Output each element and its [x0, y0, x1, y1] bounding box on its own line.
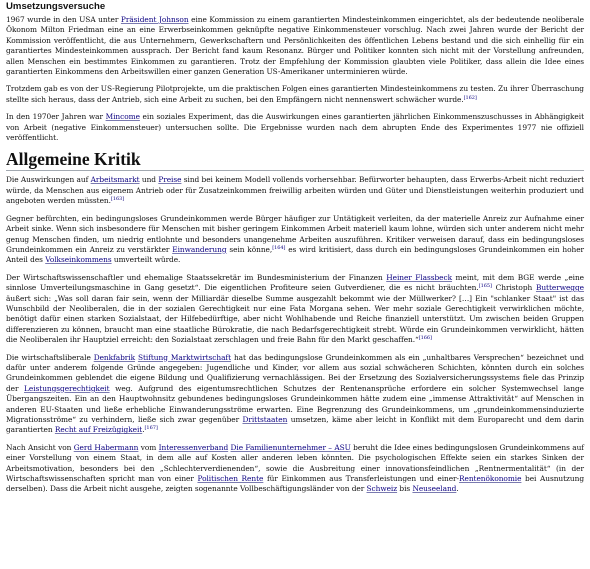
- article-link[interactable]: Recht auf Freizügigkeit: [54, 425, 143, 435]
- paragraph-text: .: [142, 425, 145, 435]
- article-link[interactable]: Die Familienunternehmer – ASU: [230, 442, 351, 452]
- paragraph-umsetzung-3: [6, 112, 584, 143]
- paragraph-text: eine Kommission zu einem garantierten Mindesteinkommen eingerichtet, als der bedeutende neoliberale Ökonom Milton Friedman eine an eine Erwerbseinkommen geknüpfte negative Einkommensteuer vorschlug. Nach zwei Jahren wurde der Bericht der Kommission veröffentlicht, die aus Unternehmern, Gewerkschaftern und Persönlichkeiten des öffentlichen Lebens bestand und die sich einhellig für ein garantiertes Mindesteinkommen aussprach. Der Bericht fand kaum Resonanz. Bürger und Politiker konnten sich nicht mit der Vorstellung anfreunden, allen Menschen ein bestimmtes Einkommen zu garantieren. Trotz der Empfehlung der Kommission glaubten viele Politiker, dass allein die Idee eines garantierten Einkommens den Arbeitswillen einer ganzen Generation US-Amerikaner unterminieren würde.: [6, 15, 585, 77]
- paragraph-text: vom: [138, 442, 159, 452]
- footnote-ref[interactable]: [164]: [272, 244, 286, 251]
- article-link[interactable]: Gerd Habermann: [73, 442, 139, 452]
- article-link[interactable]: Mincome: [105, 112, 140, 122]
- paragraph-text: sind bei keinem Modell vollends vorhersehbar. Befürworter behaupten, dass Erwerbs-Arbeit nicht reduziert würde, da Menschen aus eigenem Antrieb oder für Zusatzeinkommen freiwillig arbeiten würden und Güter und Dienstleistungen weiterhin produziert und angeboten werden müssten.: [6, 175, 585, 206]
- paragraph-text: Die Auswirkungen auf: [6, 175, 91, 185]
- article-link[interactable]: Präsident Johnson: [120, 15, 189, 24]
- paragraph-text: hat das bedingungslose Grundeinkommen als ein „unhaltbares Versprechen“ bezeichnet und dafür unter anderem folgende Gründe angegeben: Jugendliche und Kinder, vor allem aus sozial schwächeren Schichten, könnten durch ein solches Grundeinkommen geblendet die eigene Bildung und Qualifizierung vernachlässigen. Bei der Ersetzung des Sozialversicherungssystems fiele das Prinzip der: [6, 352, 584, 393]
- article-link[interactable]: Stiftung Marktwirtschaft: [137, 352, 232, 362]
- article-link[interactable]: Einwanderung: [172, 244, 227, 254]
- paragraph-text: In den 1970er Jahren war: [6, 112, 106, 122]
- paragraph-umsetzung-2: [6, 84, 584, 105]
- footnote-ref[interactable]: [162]: [463, 94, 477, 101]
- article-link[interactable]: Schweiz: [366, 484, 398, 494]
- paragraph-text: 1967 wurde in den USA unter: [6, 15, 121, 24]
- paragraph-text: umverteilt würde.: [111, 255, 181, 265]
- section-heading-umsetzungsversuche: Umsetzungsversuche: [6, 1, 106, 12]
- article-link[interactable]: Preise: [158, 175, 182, 185]
- article-link[interactable]: Interessenverband: [158, 442, 229, 452]
- paragraph-text: äußert sich: „Was soll daran fair sein, wenn der Milliardär dieselbe Summe ausgezahlt bekommt wie der Müllwerker? […] Ein "schlanker Staat" ist das Wunschbild der Neoliberalen, die in der sozialen Gerechtigkeit nur eine Fata Morgana sehen. Wer mehr soziale Gerechtigkeit verwirklichen möchte, benötigt dafür einen starken Sozialstaat, der Hilfebedürftige, aber nicht Wohlhabende und Reiche finanziell unterstützt. Um zwischen beiden Gruppen differenzieren zu können, braucht man eine staatliche Bürokratie, die nach Bedarfsgerechtigkeit strebt. Würde ein Grundeinkommen verwirklicht, hätten die Neoliberalen ihr Hauptziel erreicht: den Sozialstaat zerschlagen und freie Bahn für den Markt geschaffen.“: [6, 293, 584, 345]
- paragraph-umsetzung-1: [6, 15, 584, 77]
- article-link[interactable]: Neuseeland: [412, 484, 457, 494]
- section-heading-allgemeine-kritik: Allgemeine Kritik: [6, 150, 584, 171]
- paragraph-kritik-1: [6, 175, 584, 206]
- paragraph-text: Der Wirtschaftswissenschaftler und ehemalige Staatssekretär im Bundesministerium der Finanzen: [6, 272, 387, 282]
- paragraph-text: meint, mit dem BGE werde „eine sinnlose Umverteilungsmaschine in Gang gesetzt“. Die eigentlichen Profiteure seien Gutverdiener, die es nicht bräuchten.: [6, 272, 584, 293]
- paragraph-kritik-3: [6, 273, 584, 346]
- paragraph-text: Christoph: [491, 283, 536, 293]
- paragraph-text: ein soziales Experiment, das die Auswirkungen eines garantierten jährlichen Einkommenszuschusses in Abhängigkeit von Arbeit (negative Einkommensteuer) untersuchen sollte. Die Ergebnisse wurden nach dem abrupten Ende des Experimentes 1977 nie offiziell veröffentlicht.: [6, 112, 584, 143]
- footnote-ref[interactable]: [166]: [418, 335, 432, 342]
- footnote-ref[interactable]: [165]: [478, 283, 492, 290]
- article-link[interactable]: Heiner Flassbeck: [386, 272, 453, 282]
- article-link[interactable]: Leistungsgerechtigkeit: [24, 383, 110, 393]
- paragraph-text: für Einkommen aus Transferleistungen und einer-: [263, 474, 459, 484]
- paragraph-text: Gegner befürchten, ein bedingungsloses Grundeinkommen werde Bürger häufiger zur Untätigkeit verleiten, da der materielle Anreiz zur Aufnahme einer Arbeit sinke. Wenn sich insbesondere für Menschen mit bisher geringem Einkommen Arbeit materiell kaum lohne, würden sich unter anderem nicht mehr genug Menschen finden, um niedrig entlohnte und besonders unangenehme Arbeiten auszuführen. Kritiker verweisen darauf, dass ein bedingungsloses Grundeinkommen ein Anreiz zu verstärkter: [6, 213, 584, 254]
- article-link[interactable]: Butterwegge: [535, 283, 584, 293]
- paragraph-text: Trotzdem gab es von der US-Regierung Pilotprojekte, um die praktischen Folgen eines garantierten Mindesteinkommens zu testen. Zu ihrer Überraschung stellte sich heraus, dass der Antrieb, sich eine Arbeit zu suchen, bei den Empfängern nicht nennenswert schwächer wurde.: [6, 84, 584, 104]
- article-link[interactable]: Volkseinkommens: [45, 255, 112, 265]
- paragraph-text: beruht die Idee eines bedingungslosen Grundeinkommens auf einer Vorstellung von einem Staat, in dem alle auf Kosten aller anderen leben könnten. Die psychologischen Effekte seien ein starkes Sinken der Arbeitsmotivation, besonders bei den „Schlechterverdienenden“, sowie die Ausbreitung einer innovationsfeindlichen „Rentnermentalität“ (in der Wirtschaftswissenschaften spricht man von einer: [6, 442, 584, 484]
- article-link[interactable]: Politischen Rente: [197, 474, 264, 484]
- paragraph-text: bei Ausnutzung derselben). Dass die Arbeit nicht ausgehe, zeigten sogenannte Vollbeschäftigungsländer von der: [6, 474, 584, 494]
- paragraph-kritik-4: [6, 353, 584, 436]
- paragraph-text: umsetzen, käme aber leicht in Konflikt mit dem Europarecht und dem darin garantierten: [6, 415, 584, 435]
- paragraph-text: es wird kritisiert, dass durch ein bedingungsloses Grundeinkommen ein hoher Anteil des: [6, 244, 584, 265]
- article-link[interactable]: Rentenökonomie: [458, 474, 522, 484]
- footnote-ref[interactable]: [167]: [144, 425, 158, 432]
- paragraph-text: sein könne,: [226, 244, 273, 254]
- paragraph-text: und: [139, 175, 159, 185]
- article-link[interactable]: Drittstaaten: [242, 415, 288, 424]
- paragraph-text: bis: [397, 484, 413, 494]
- paragraph-kritik-5: [6, 443, 584, 495]
- paragraph-text: weg. Aufgrund des eigentumsrechtlichen Schutzes der Rentenansprüche erfordere ein solcher Systemwechsel lange Übergangszeiten. Ein an den Hauptwohnsitz gebundenes bedingungsloses Grundeinkommen hätte zudem eine „immense Attraktivität“ auf Menschen in anderen EU-Staaten und ließe erhebliche Einwanderungsströme erwarten. Eine Begrenzung des Grundeinkommens, um „grundeinkommensinduzierte Migrationsströme“ zu verhindern, ließe sich zwar gegenüber: [6, 383, 584, 424]
- article-link[interactable]: Arbeitsmarkt: [90, 175, 140, 185]
- article-link[interactable]: Denkfabrik: [93, 352, 136, 362]
- paragraph-kritik-2: [6, 214, 584, 266]
- paragraph-text: Nach Ansicht von: [6, 442, 74, 452]
- footnote-ref[interactable]: [163]: [110, 196, 125, 203]
- paragraph-text: .: [456, 484, 459, 494]
- paragraph-text: Die wirtschaftsliberale: [6, 352, 94, 362]
